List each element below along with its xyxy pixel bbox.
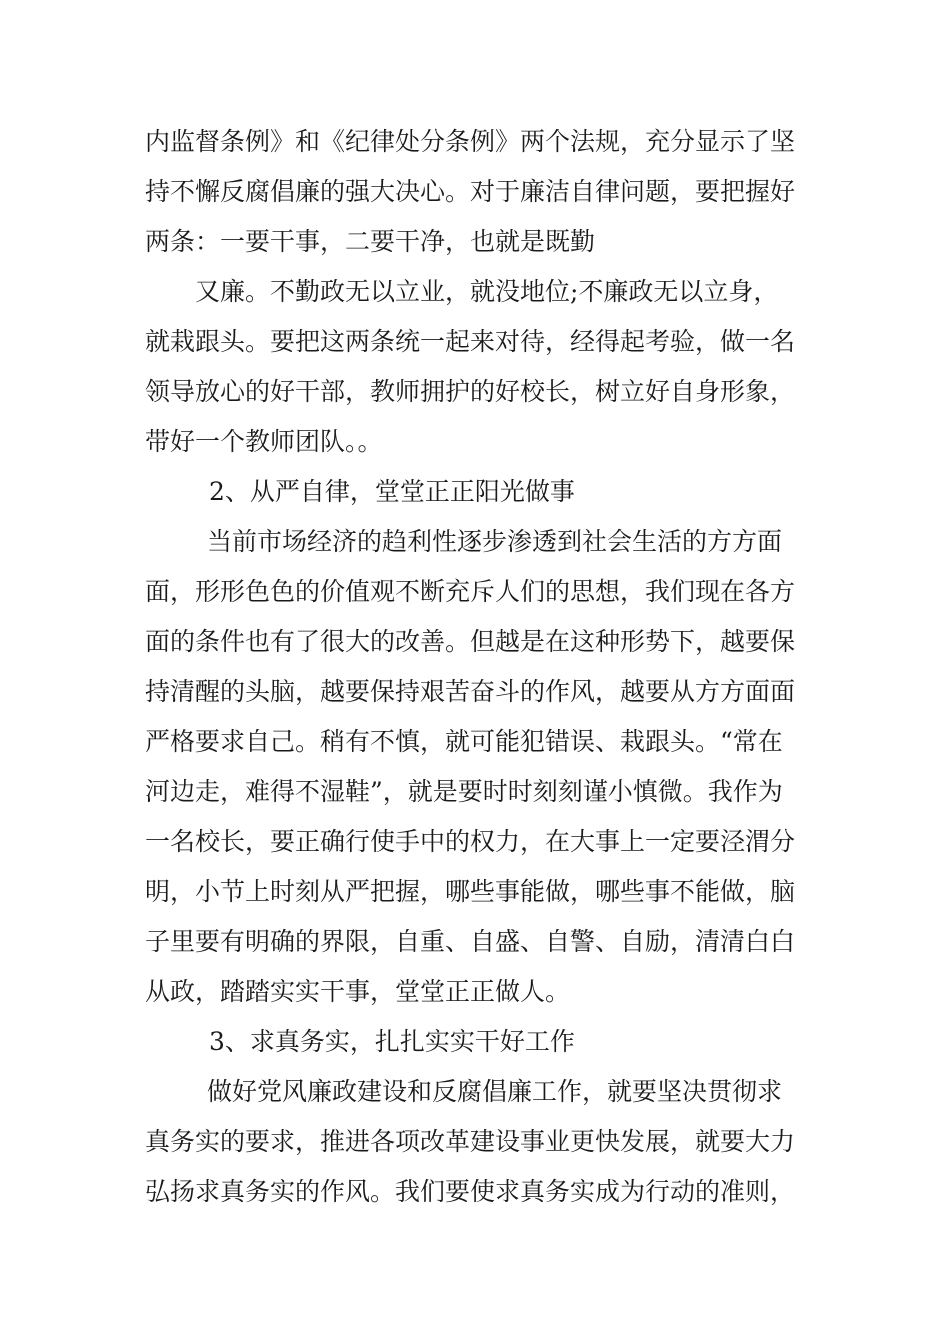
text-line: 就栽跟头。要把这两条统一起来对待，经得起考验，做一名 [145,327,796,356]
document-body [145,117,815,1217]
text-line: 持清醒的头脑，越要保持艰苦奋斗的作风，越要从方方面面 [145,677,796,706]
text-line: 真务实的要求，推进各项改革建设事业更快发展，就要大力 [145,1127,796,1156]
text-line: 持不懈反腐倡廉的强大决心。对于廉洁自律问题，要把握好 [145,177,796,206]
text-line: 又廉。不勤政无以立业，就没地位;不廉政无以立身， [195,277,779,306]
text-line: 带好一个教师团队。。 [145,427,383,456]
text-line: 面的条件也有了很大的改善。但越是在这种形势下，越要保 [145,627,796,656]
text-line: 两条：一要干事，二要干净，也就是既勤 [145,227,596,256]
text-line: 内监督条例》和《纪律处分条例》两个法规，充分显示了坚 [145,127,796,156]
text-line: 当前市场经济的趋利性逐步渗透到社会生活的方方面 [207,527,783,556]
text-line: 明，小节上时刻从严把握，哪些事能做，哪些事不能做，脑 [145,877,796,906]
text-line: 做好党风廉政建设和反腐倡廉工作，就要坚决贯彻求 [207,1077,783,1106]
text-line: 子里要有明确的界限，自重、自盛、自警、自励，清清白白 [145,927,796,956]
text-line: 面，形形色色的价值观不断充斥人们的思想，我们现在各方 [145,577,796,606]
text-line: 河边走，难得不湿鞋”，就是要时时刻刻谨小慎微。我作为 [145,777,783,806]
section-heading: 3、求真务实，扎扎实实干好工作 [209,1027,575,1056]
text-line: 一名校长，要正确行使手中的权力，在大事上一定要泾渭分 [145,827,796,856]
section-heading: 2、从严自律，堂堂正正阳光做事 [209,477,575,506]
text-line: 从政，踏踏实实干事，堂堂正正做人。 [145,977,571,1006]
text-line: 弘扬求真务实的作风。我们要使求真务实成为行动的准则， [145,1177,796,1206]
text-line: 严格要求自己。稍有不慎，就可能犯错误、栽跟头。“常在 [145,727,783,756]
text-line: 领导放心的好干部，教师拥护的好校长，树立好自身形象， [145,377,796,406]
